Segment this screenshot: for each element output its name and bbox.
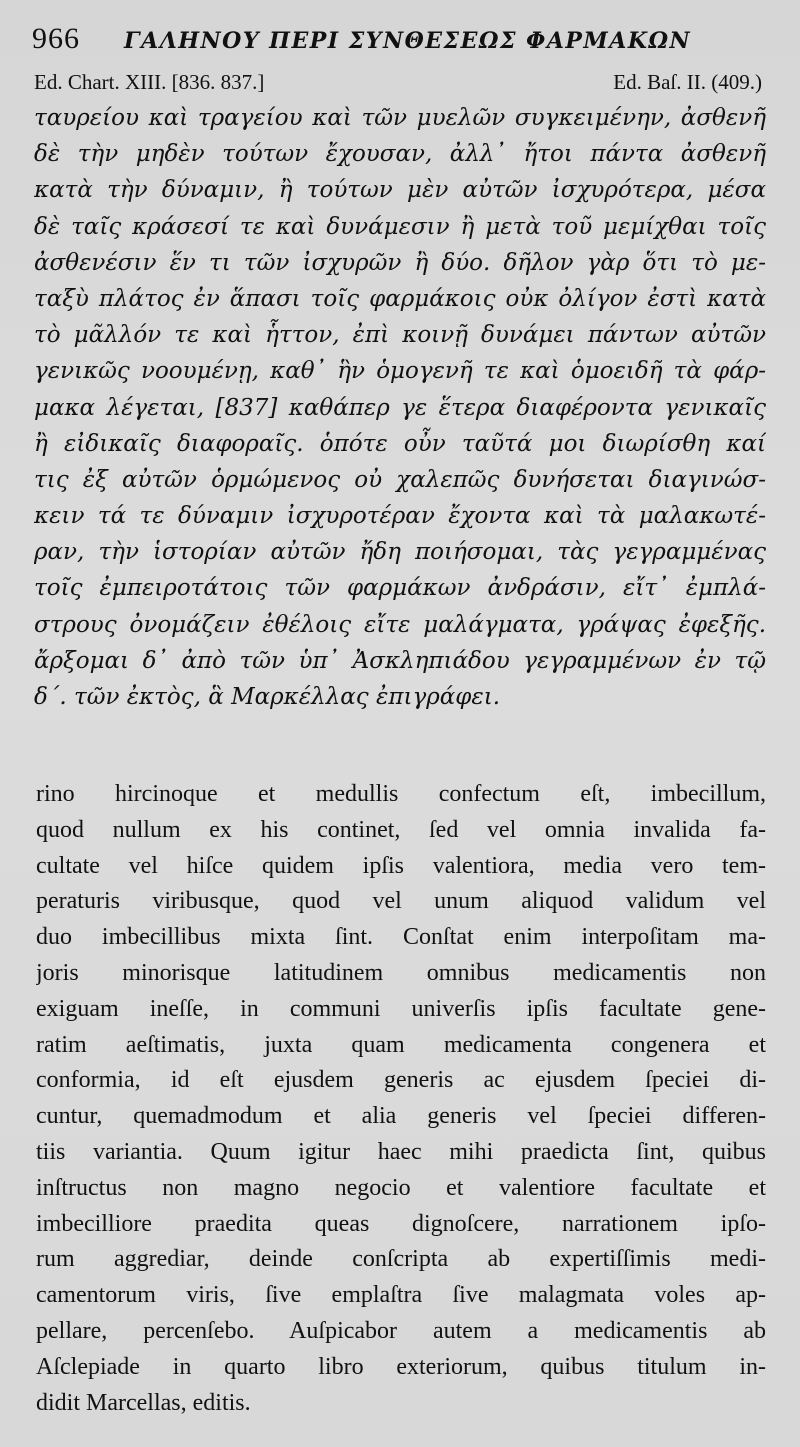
latin-text-line: exiguam ineſſe, in communi univerſis ipſis facultate gene- <box>36 995 766 1022</box>
edition-chartier-reference: Ed. Chart. XIII. [836. 837.] <box>34 70 265 94</box>
latin-text-line: camentorum viris, ſive emplaſtra ſive malagmata voles ap- <box>36 1282 766 1309</box>
latin-text-line: rino hircinoque et medullis confectum eſt, imbecillum, <box>36 781 766 807</box>
greek-text-line: ραν, τὴν ἱστορίαν αὐτῶν ἤδη ποιήσομαι, τὰς γεγραμμένας <box>34 539 766 566</box>
latin-text-line: conformia, id eſt ejusdem generis ac ejusdem ſpeciei di- <box>36 1067 766 1094</box>
latin-text-line: peraturis viribusque, quod vel unum aliquod validum vel <box>36 888 766 915</box>
greek-text-line: ἢ εἰδικαῖς διαφοραῖς. ὁπότε οὖν ταῦτά μοι διωρίσθη καί <box>34 430 766 457</box>
page-number: 966 <box>32 22 80 55</box>
greek-text-line: δ΄. τῶν ἐκτὸς, ἃ Μαρκέλλας ἐπιγράφει. <box>34 684 501 710</box>
latin-text-line: quod nullum ex his continet, ſed vel omnia invalida fa- <box>36 816 766 843</box>
latin-text-line: joris minorisque latitudinem omnibus medicamentis non <box>36 959 766 986</box>
latin-text-line: Aſclepiade in quarto libro exteriorum, quibus titulum in- <box>36 1353 766 1380</box>
greek-text-line: κατὰ τὴν δύναμιν, ἢ τούτων μὲν αὐτῶν ἰσχυρότερα, μέσα <box>34 177 766 204</box>
greek-text-line: ἄρξομαι δ᾽ ἀπὸ τῶν ὑπ᾽ Ἀσκληπιάδου γεγραμμένων ἐν τῷ <box>34 647 766 674</box>
latin-text-line: tiis variantia. Quum igitur haec mihi praedicta ſint, quibus <box>36 1138 766 1165</box>
greek-text-line: ἀσθενέσιν ἕν τι τῶν ἰσχυρῶν ἢ δύο. δῆλον γὰρ ὅτι τὸ με- <box>34 249 766 276</box>
latin-text-line: cultate vel hiſce quidem ipſis valentiora, media vero tem- <box>36 852 766 879</box>
latin-text-line: cuntur, quemadmodum et alia generis vel ſpeciei differen- <box>36 1103 766 1130</box>
latin-text-line: ratim aeſtimatis, juxta quam medicamenta congenera et <box>36 1031 766 1058</box>
greek-text-line: ταξὺ πλάτος ἐν ἅπασι τοῖς φαρμάκοις οὐκ ὀλίγον ἐστὶ κατὰ <box>34 285 766 312</box>
greek-text-line: ταυρείου καὶ τραγείου καὶ τῶν μυελῶν συγκειμένην, ἀσθενῆ <box>34 105 766 131</box>
greek-text-block <box>34 100 766 715</box>
running-head <box>32 22 760 62</box>
running-title: ΓΑΛΗΝΟΥ ΠΕΡΙ ΣΥΝΘΕΣΕΩΣ ΦΑΡΜΑΚΩΝ <box>124 28 692 54</box>
latin-text-line: inſtructus non magno negocio et valentiore facultate et <box>36 1174 766 1201</box>
edition-reference-line <box>34 70 762 100</box>
latin-text-line: pellare, percenſebo. Auſpicabor autem a medicamentis ab <box>36 1317 766 1344</box>
latin-text-line: duo imbecillibus mixta ſint. Conſtat enim interpoſitam ma- <box>36 924 766 951</box>
greek-text-line: τοῖς ἐμπειροτάτοις τῶν φαρμάκων ἀνδράσιν, εἴτ᾽ ἐμπλά- <box>34 575 766 602</box>
greek-text-line: μακα λέγεται, [837] καθάπερ γε ἕτερα διαφέροντα γενικαῖς <box>34 394 766 421</box>
latin-text-block <box>36 777 766 1421</box>
greek-text-line: γενικῶς νοουμένῃ, καθ᾽ ἣν ὁμογενῆ τε καὶ ὁμοειδῆ τὰ φάρ- <box>34 358 766 385</box>
greek-text-line: τὸ μᾶλλόν τε καὶ ἧττον, ἐπὶ κοινῇ δυνάμει πάντων αὐτῶν <box>34 322 766 349</box>
latin-text-line: didit Marcellas, editis. <box>36 1389 251 1416</box>
greek-text-line: κειν τά τε δύναμιν ἰσχυροτέραν ἔχοντα καὶ τὰ μαλακωτέ- <box>34 503 766 530</box>
greek-text-line: στρους ὀνομάζειν ἐθέλοις εἴτε μαλάγματα, γράψας ἐφεξῆς. <box>34 611 766 638</box>
edition-basel-reference: Ed. Baſ. II. (409.) <box>613 70 762 94</box>
greek-text-line: δὲ ταῖς κράσεσί τε καὶ δυνάμεσιν ἢ μετὰ τοῦ μεμίχθαι τοῖς <box>34 213 766 240</box>
greek-text-line: τις ἐξ αὐτῶν ὁρμώμενος οὐ χαλεπῶς δυνήσεται διαγινώσ- <box>34 466 766 493</box>
latin-text-line: rum aggrediar, deinde conſcripta ab expertiſſimis medi- <box>36 1246 766 1273</box>
latin-text-line: imbecilliore praedita queas dignoſcere, narrationem ipſo- <box>36 1210 766 1237</box>
greek-text-line: δὲ τὴν μηδὲν τούτων ἔχουσαν, ἀλλ᾽ ἤτοι πάντα ἀσθενῆ <box>34 141 766 168</box>
